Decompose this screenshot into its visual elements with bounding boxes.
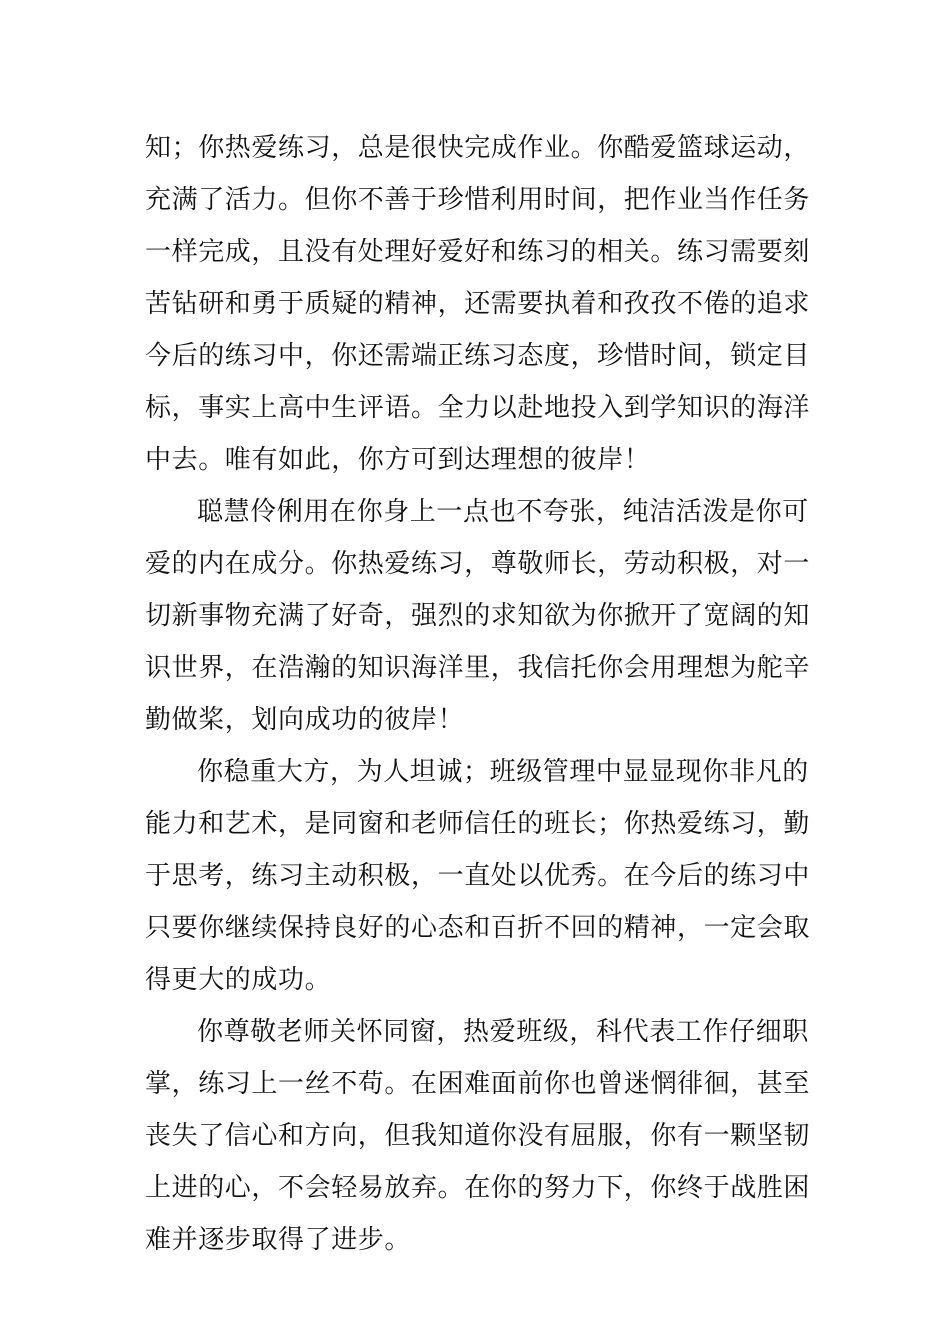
text-line: 得更大的成功。 xyxy=(145,965,332,995)
text-line: 于思考，练习主动积极，一直处以优秀。在今后的练习中 xyxy=(145,861,811,891)
text-line: 今后的练习中，你还需端正练习态度，珍惜时间，锁定目 xyxy=(145,341,811,371)
text-line: 充满了活力。但你不善于珍惜利用时间，把作业当作任务 xyxy=(145,185,811,215)
paragraph-start-line: 你稳重大方，为人坦诚；班级管理中显显现你非凡的 xyxy=(197,757,809,787)
text-line: 上进的心，不会轻易放弃。在你的努力下，你终于战胜困 xyxy=(145,1173,811,1203)
text-line: 能力和艺术，是同窗和老师信任的班长；你热爱练习，勤 xyxy=(145,809,811,839)
text-line: 知；你热爱练习，总是很快完成作业。你酷爱篮球运动， xyxy=(145,133,811,163)
text-line: 勤做桨，划向成功的彼岸！ xyxy=(145,705,465,735)
text-line: 一样完成，且没有处理好爱好和练习的相关。练习需要刻 xyxy=(145,237,811,267)
text-line: 爱的内在成分。你热爱练习，尊敬师长，劳动积极，对一 xyxy=(145,549,811,579)
text-line: 难并逐步取得了进步。 xyxy=(145,1225,412,1255)
paragraph-start-line: 你尊敬老师关怀同窗，热爱班级，科代表工作仔细职 xyxy=(197,1017,809,1047)
text-line: 掌，练习上一丝不苟。在困难面前你也曾迷惘徘徊，甚至 xyxy=(145,1069,811,1099)
text-line: 丧失了信心和方向，但我知道你没有屈服，你有一颗坚韧 xyxy=(145,1121,811,1151)
text-line: 标，事实上高中生评语。全力以赴地投入到学知识的海洋 xyxy=(145,393,811,423)
text-line: 只要你继续保持良好的心态和百折不回的精神，一定会取 xyxy=(145,913,811,943)
text-line: 切新事物充满了好奇，强烈的求知欲为你掀开了宽阔的知 xyxy=(145,601,811,631)
text-line: 中去。唯有如此，你方可到达理想的彼岸！ xyxy=(145,445,651,475)
paragraph-start-line: 聪慧伶俐用在你身上一点也不夸张，纯洁活泼是你可 xyxy=(197,497,809,527)
text-line: 识世界，在浩瀚的知识海洋里，我信托你会用理想为舵辛 xyxy=(145,653,811,683)
text-line: 苦钻研和勇于质疑的精神，还需要执着和孜孜不倦的追求 xyxy=(145,289,811,319)
